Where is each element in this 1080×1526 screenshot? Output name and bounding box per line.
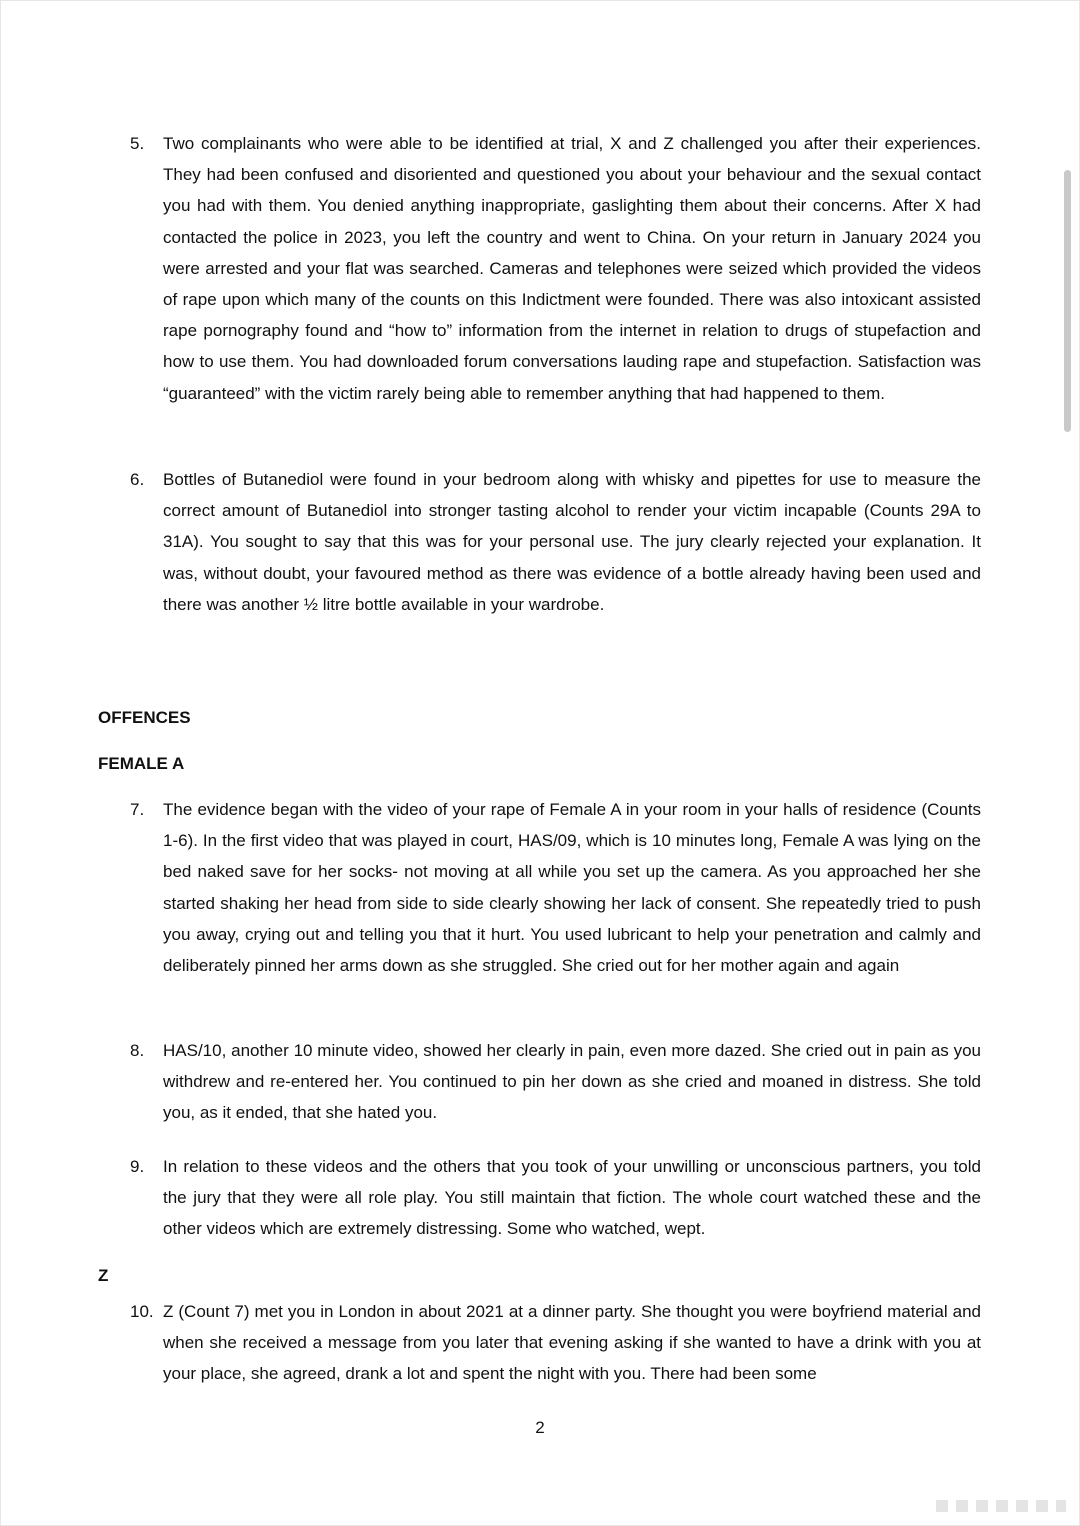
paragraph-number: 9. xyxy=(130,1157,145,1176)
paragraph-text: In relation to these videos and the others that you took of your unwilling or unconscious partners, you told the jury that they were all role play. You still maintain that fiction. The whole court watched these and the other videos which are extremely distressing. Some who watched, wept. xyxy=(163,1157,981,1239)
heading-female-a: FEMALE A xyxy=(98,754,185,773)
paragraph-text: The evidence began with the video of your rape of Female A in your room in your halls of residence (Counts 1-6). In the first video that was played in court, HAS/09, which is 10 minutes long, Female A was lying on the bed naked save for her socks- not moving at all while you set up the camera. As you approached her she started shaking her head from side to side clearly showing her lack of consent. She repeatedly tried to push you away, crying out and telling you that it hurt. You used lubricant to help your penetration and calmly and deliberately pinned her arms down as she struggled. She cried out for her mother again and again xyxy=(163,800,981,976)
paragraph-number: 7. xyxy=(130,800,145,819)
paragraph-text: HAS/10, another 10 minute video, showed her clearly in pain, even more dazed. She cried out in pain as you withdrew and re-entered her. You continued to pin her down as she cried and moaned in distress. She told you, as it ended, that she hated you. xyxy=(163,1041,981,1123)
paragraph-8 xyxy=(130,1035,981,1129)
paragraph-text: Z (Count 7) met you in London in about 2021 at a dinner party. She thought you were boyfriend material and when she received a message from you later that evening asking if she wanted to have a drink with you at your place, she agreed, drank a lot and spent the night with you. There had been some xyxy=(163,1302,981,1384)
paragraph-9 xyxy=(130,1151,981,1245)
heading-z: Z xyxy=(98,1266,109,1285)
paragraph-text: Two complainants who were able to be identified at trial, X and Z challenged you after their experiences. They had been confused and disoriented and questioned you about your behaviour and the sexual contact you had with them. You denied anything inappropriate, gaslighting them about their concerns. After X had contacted the police in 2023, you left the country and went to China. On your return in January 2024 you were arrested and your flat was searched. Cameras and telephones were seized which provided the videos of rape upon which many of the counts on this Indictment were founded. There was also intoxicant assisted rape pornography found and “how to” information from the internet in relation to drugs of stupefaction and how to use them. You had downloaded forum conversations lauding rape and stupefaction. Satisfaction was “guaranteed” with the victim rarely being able to remember anything that had happened to them. xyxy=(163,134,981,403)
watermark-dots xyxy=(936,1500,1066,1512)
paragraph-7 xyxy=(130,794,981,981)
paragraph-text: Bottles of Butanediol were found in your bedroom along with whisky and pipettes for use to measure the correct amount of Butanediol into stronger tasting alcohol to render your victim incapable (Counts 29A to 31A). You sought to say that this was for your personal use. The jury clearly rejected your explanation. It was, without doubt, your favoured method as there was evidence of a bottle already having been used and there was another ½ litre bottle available in your wardrobe. xyxy=(163,470,981,614)
paragraph-6 xyxy=(130,464,981,620)
paragraph-5 xyxy=(130,128,981,409)
paragraph-number: 10. xyxy=(130,1302,154,1321)
page-number: 2 xyxy=(535,1418,545,1437)
heading-offences: OFFENCES xyxy=(98,708,191,727)
paragraph-number: 8. xyxy=(130,1041,145,1060)
scrollbar-thumb[interactable] xyxy=(1064,170,1071,432)
paragraph-number: 5. xyxy=(130,134,145,153)
paragraph-number: 6. xyxy=(130,470,145,489)
paragraph-10 xyxy=(130,1296,981,1390)
